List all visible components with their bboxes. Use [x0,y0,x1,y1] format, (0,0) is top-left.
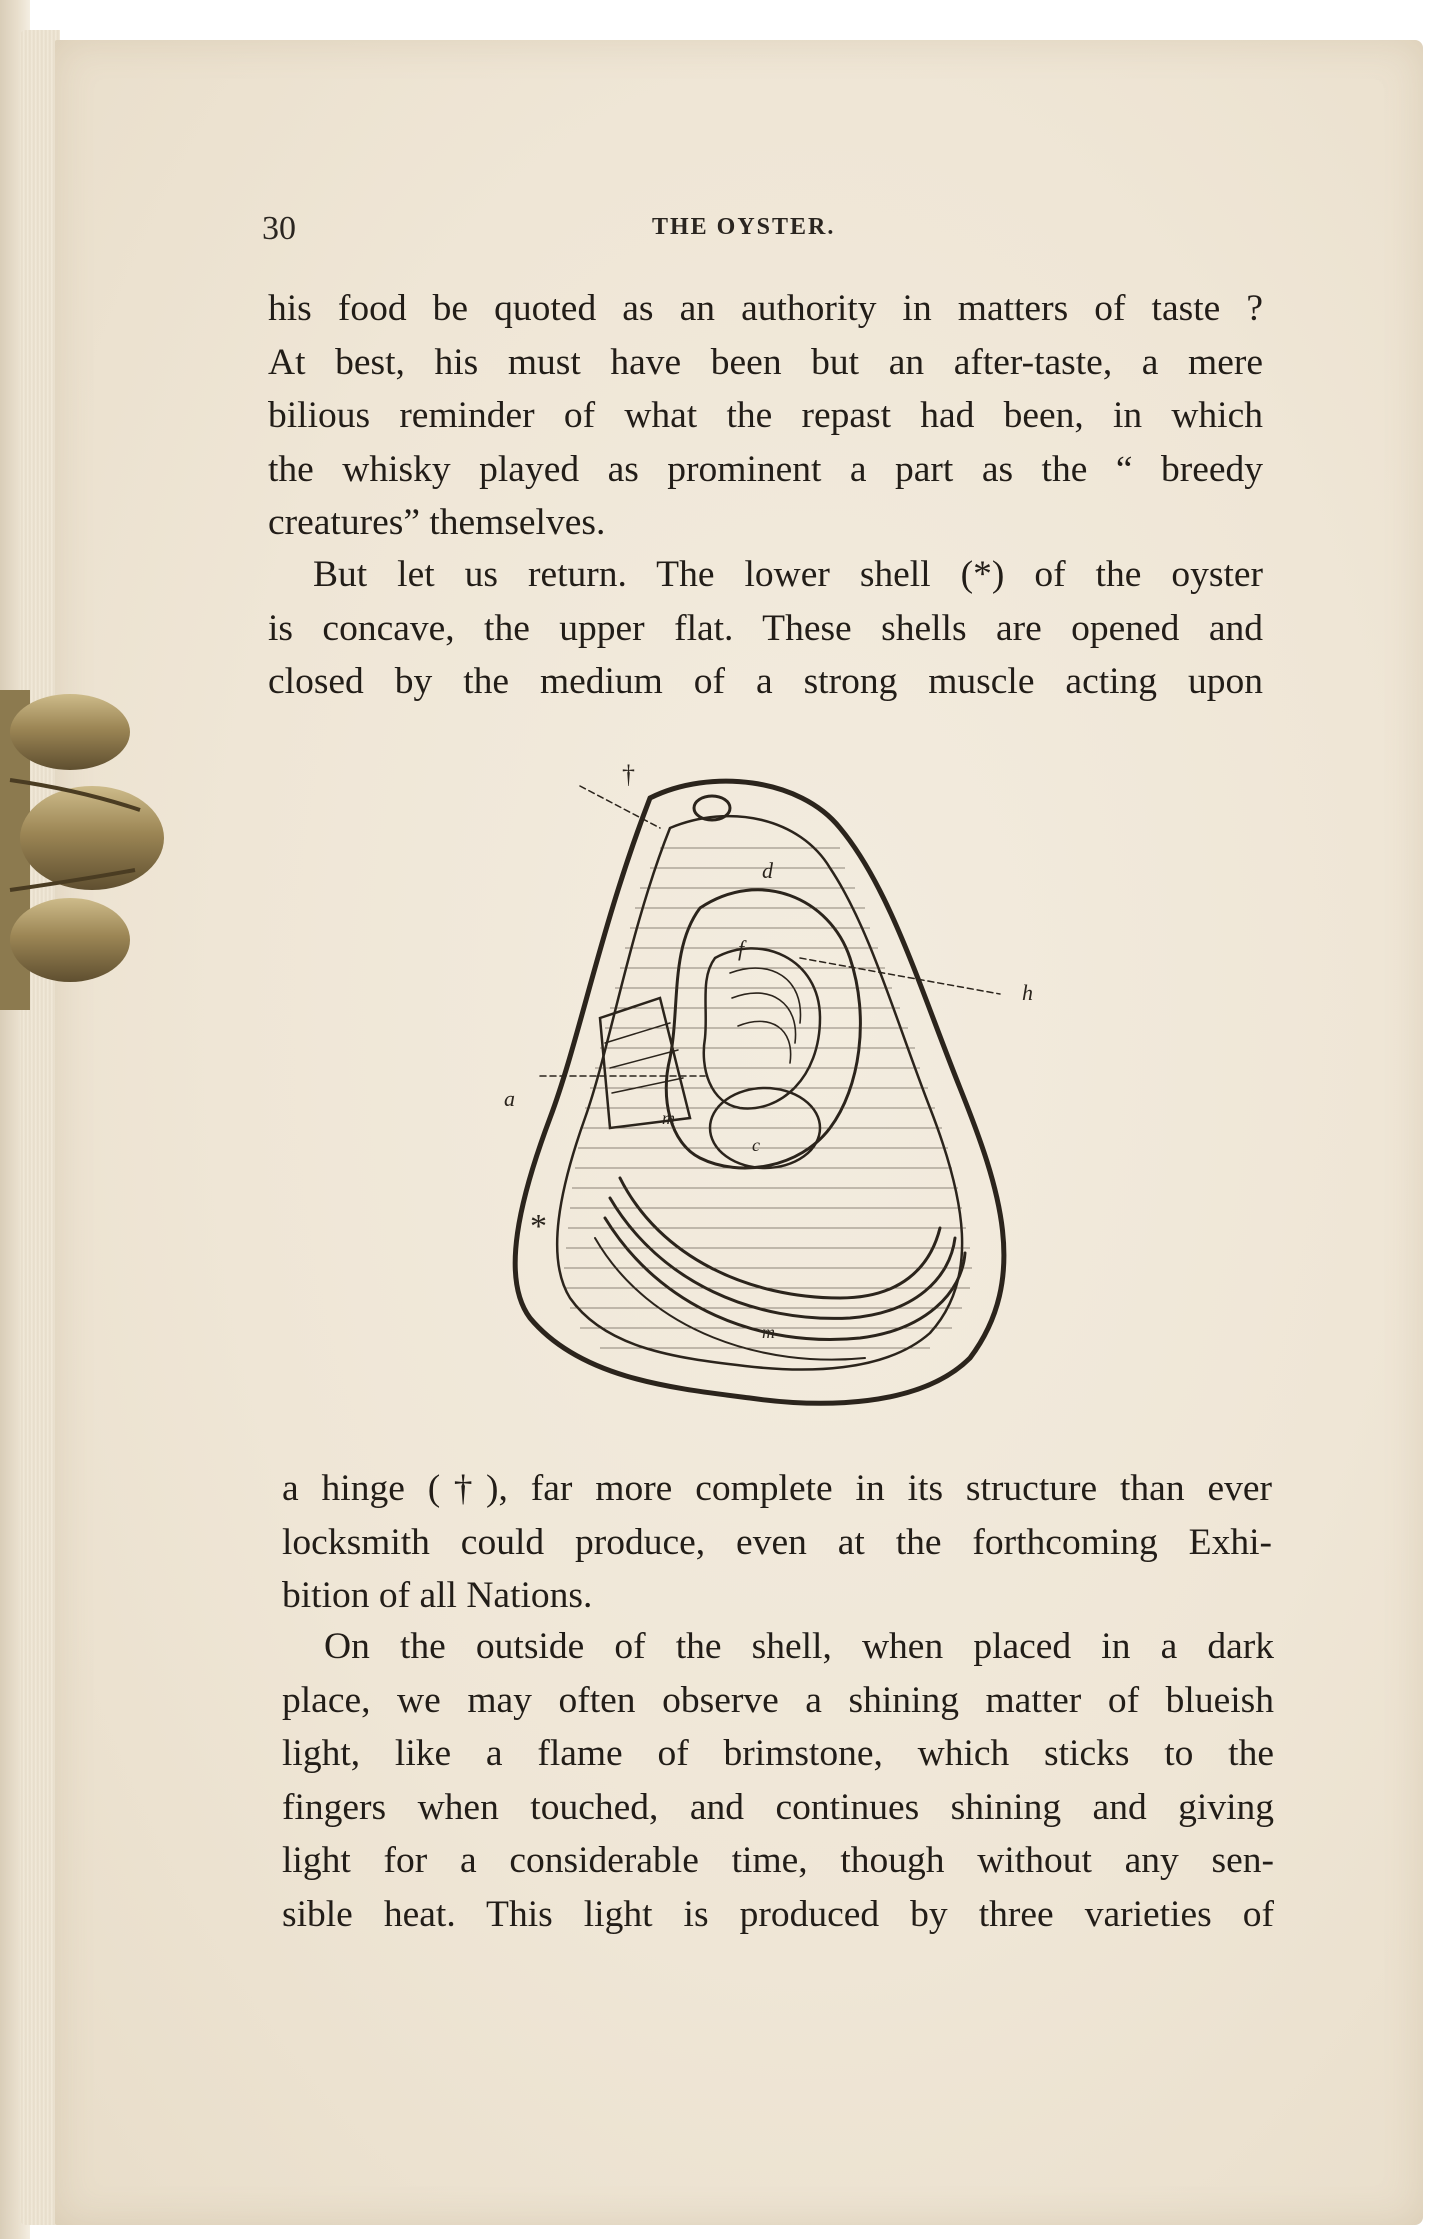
paragraph-2 [268,548,1263,709]
page-number: 30 [262,210,296,247]
page-edges [20,30,60,2225]
text-line: light, like a flame of brimstone, which sticks to the [282,1733,1274,1774]
oyster-illustration [500,758,1040,1418]
running-head [262,210,1272,250]
text-line: closed by the medium of a strong muscle acting upon [268,661,1263,702]
text-line: But let us return. The lower shell (*) of the oyster [313,554,1263,595]
text-line: creatures” themselves. [268,502,606,543]
running-title: THE OYSTER. [652,214,836,240]
paragraph-1 [268,282,1263,550]
text-line: light for a considerable time, though without any sen- [282,1840,1274,1881]
text-line: sible heat. This light is produced by three varieties of [282,1893,1274,1935]
text-line: his food be quoted as an authority in matters of taste ? [268,288,1263,329]
text-line: a hinge (†), far more complete in its structure than ever [282,1468,1272,1509]
text-line: locksmith could produce, even at the forthcoming Exhi- [282,1521,1272,1563]
text-line: fingers when touched, and continues shining and giving [282,1786,1274,1828]
text-line: At best, his must have been but an after-taste, a mere [268,341,1263,383]
text-line: the whisky played as prominent a part as the “ breedy [268,448,1263,490]
text-line: place, we may often observe a shining matter of blueish [282,1679,1274,1721]
paragraph-4 [282,1620,1274,1941]
figure-label-h: h [1022,980,1033,1005]
figure-label-lower-shell: * [530,1208,547,1245]
figure-label-m: m [662,1108,675,1128]
figure-label-d: d [762,858,773,883]
brass-page-clip [0,690,165,1010]
paragraph-3 [282,1462,1272,1623]
text-line: bition of all Nations. [282,1575,593,1616]
figure-label-f: f [738,936,745,961]
text-line: is concave, the upper flat. These shells are opened and [268,607,1263,649]
figure-label-mantle: m [762,1322,775,1342]
figure-label-a: a [504,1086,515,1111]
text-line: On the outside of the shell, when placed in a dark [324,1626,1274,1667]
text-line: bilious reminder of what the repast had been, in which [268,395,1263,436]
figure-label-c: c [752,1135,760,1155]
figure-label-hinge: † [622,760,635,789]
